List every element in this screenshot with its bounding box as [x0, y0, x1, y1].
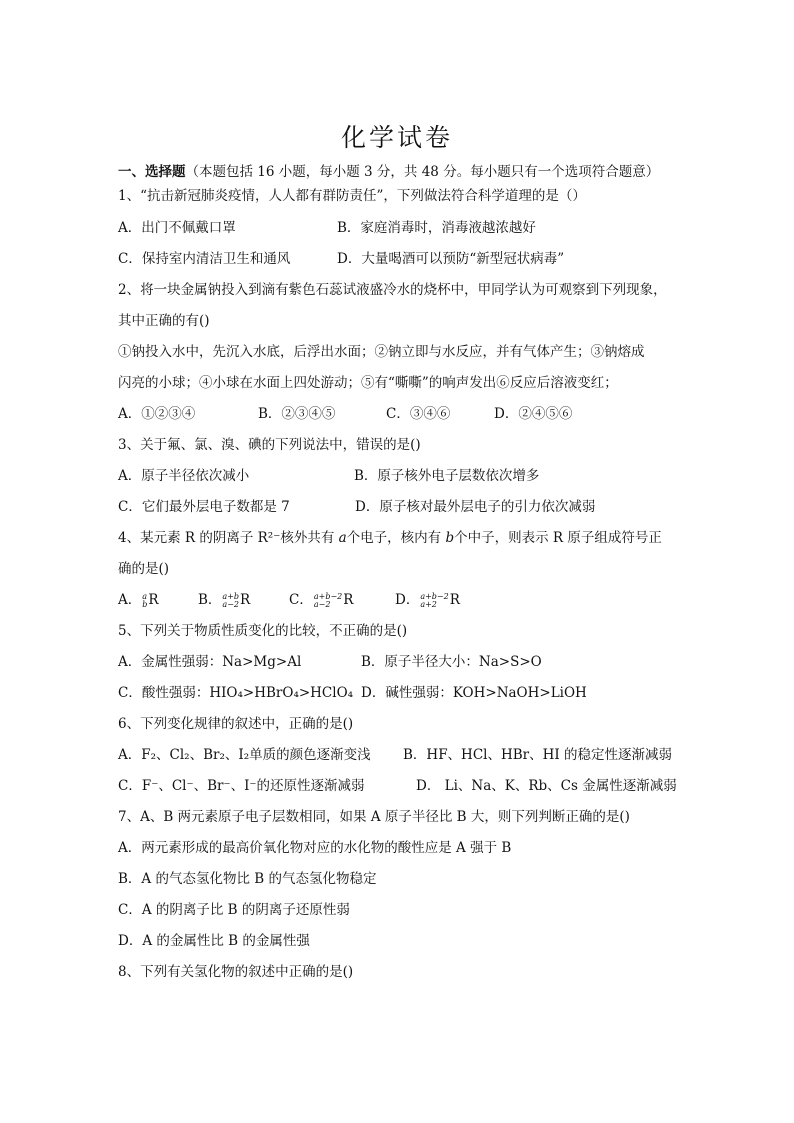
- q4-option-b-nuclide: [222, 593, 239, 609]
- q4-stem-part-b: 个电子，核内有: [346, 530, 446, 546]
- q4-option-d-label: D．: [395, 592, 420, 608]
- q4-stem-line1: [118, 529, 662, 547]
- section-heading-rest: （本题包括 16 小题，每小题 3 分，共 48 分。每小题只有一个选项符合题意）: [185, 164, 660, 180]
- q1-option-a: A．出门不佩戴口罩: [118, 220, 236, 236]
- q3-option-d: D．原子核对最外层电子的引力依次减弱: [355, 499, 596, 515]
- q2-stem-line1: 2、将一块金属钠投入到滴有紫色石蕊试液盛冷水的烧杯中，甲同学认为可观察到下列现象，: [118, 282, 667, 298]
- q5-stem: 5、下列关于物质性质变化的比较，不正确的是(): [118, 623, 408, 639]
- q5-option-c: C．酸性强弱：HIO₄>HBrO₄>HClO₄: [118, 685, 354, 701]
- q4-option-a-label: A．: [118, 592, 142, 608]
- q1-option-d: D．大量喝酒可以预防“新型冠状病毒”: [337, 251, 565, 267]
- q4-option-c-label: C．: [289, 592, 313, 608]
- q1-option-c: C．保持室内清洁卫生和通风: [118, 251, 291, 267]
- q4-option-c-nuclide: [314, 593, 342, 609]
- q7-option-d: D．A 的金属性比 B 的金属性强: [118, 933, 310, 949]
- q6-stem: 6、下列变化规律的叙述中，正确的是(): [118, 716, 354, 732]
- q7-option-a: A．两元素形成的最高价氧化物对应的水化物的酸性应是 A 强于 B: [118, 840, 512, 856]
- q4-stem-part-a: 4、某元素 R 的阴离子 R²⁻核外共有: [118, 530, 339, 546]
- q4-option-c-mass: a+b−2: [313, 591, 343, 601]
- q4-option-d-symbol: R: [449, 592, 460, 608]
- q5-option-b: B．原子半径大小：Na>S>O: [361, 654, 542, 670]
- q5-option-d: D．碱性强弱：KOH>NaOH>LiOH: [361, 685, 587, 701]
- section-heading: [118, 163, 659, 181]
- q4-option-c-number: a−2: [313, 599, 331, 609]
- q4-stem-line2: 确的是(): [118, 561, 170, 577]
- q4-stem-part-c: 个中子，则表示 R 原子组成符号正: [454, 530, 662, 546]
- q4-option-a-symbol: R: [148, 592, 159, 608]
- q4-option-b-number: a−2: [222, 599, 239, 609]
- q4-option-a: [118, 591, 159, 609]
- q7-stem: 7、A、B 两元素原子电子层数相同，如果 A 原子半径比 B 大，则下列判断正确的是(): [118, 809, 630, 825]
- q4-option-d: [395, 591, 460, 609]
- q3-option-b: B．原子核外电子层数依次增多: [354, 468, 540, 484]
- q4-option-a-nuclide: [142, 593, 147, 609]
- q6-option-d: D． Li、Na、K、Rb、Cs 金属性逐渐减弱: [416, 778, 677, 794]
- q2-option-b: B．②③④⑤: [258, 406, 336, 422]
- q6-option-a: A．F₂、Cl₂、Br₂、I₂单质的颜色逐渐变浅: [118, 747, 371, 763]
- q4-option-c: [289, 591, 353, 609]
- q7-option-b: B．A 的气态氢化物比 B 的气态氢化物稳定: [118, 871, 377, 887]
- q4-option-c-symbol: R: [343, 592, 354, 608]
- q3-stem: 3、关于氟、氯、溴、碘的下列说法中，错误的是(): [118, 437, 421, 453]
- q4-option-d-nuclide: [420, 593, 448, 609]
- q2-option-d: D．②④⑤⑥: [494, 406, 573, 422]
- q3-option-a: A．原子半径依次减小: [118, 468, 250, 484]
- q2-stem-line2: 其中正确的有(): [118, 313, 210, 329]
- q4-option-a-number: b: [142, 599, 148, 609]
- q4-option-b-label: B．: [198, 592, 222, 608]
- q8-stem: 8、下列有关氢化物的叙述中正确的是(): [118, 964, 354, 980]
- q4-option-b: [198, 591, 250, 609]
- q4-option-b-symbol: R: [240, 592, 251, 608]
- q4-var-b: b: [445, 530, 455, 546]
- q7-option-c: C．A 的阴离子比 B 的阴离子还原性弱: [118, 902, 350, 918]
- q6-option-c: C．F⁻、Cl⁻、Br⁻、I⁻的还原性逐渐减弱: [118, 778, 365, 794]
- q5-option-a: A．金属性强弱：Na>Mg>Al: [118, 654, 302, 670]
- q3-option-c: C．它们最外层电子数都是 7: [118, 499, 290, 515]
- q4-var-a: a: [338, 530, 347, 546]
- q4-option-a-mass: a: [142, 591, 148, 601]
- section-heading-bold: 一、选择题: [118, 164, 186, 180]
- q2-option-c: C．③④⑥: [386, 406, 451, 422]
- page-title: 化学试卷: [340, 123, 453, 152]
- q1-option-b: B．家庭消毒时，消毒液越浓越好: [337, 220, 536, 236]
- q1-stem: 1、“抗击新冠肺炎疫情，人人都有群防责任”，下列做法符合科学道理的是（）: [118, 188, 586, 204]
- q6-option-b: B．HF、HCl、HBr、HI 的稳定性逐渐减弱: [403, 747, 673, 763]
- q4-option-d-mass: a+b−2: [420, 591, 449, 601]
- q2-option-a: A．①②③④: [118, 406, 196, 422]
- q2-observations-line2: 闪亮的小球；④小球在水面上四处游动；⑤有“嘶嘶”的响声发出⑥反应后溶液变红；: [118, 375, 618, 391]
- q4-option-b-mass: a+b: [222, 591, 240, 601]
- q2-observations-line1: ①钠投入水中，先沉入水底，后浮出水面；②钠立即与水反应，并有气体产生；③钠熔成: [118, 344, 645, 360]
- q4-option-d-number: a+2: [420, 599, 437, 609]
